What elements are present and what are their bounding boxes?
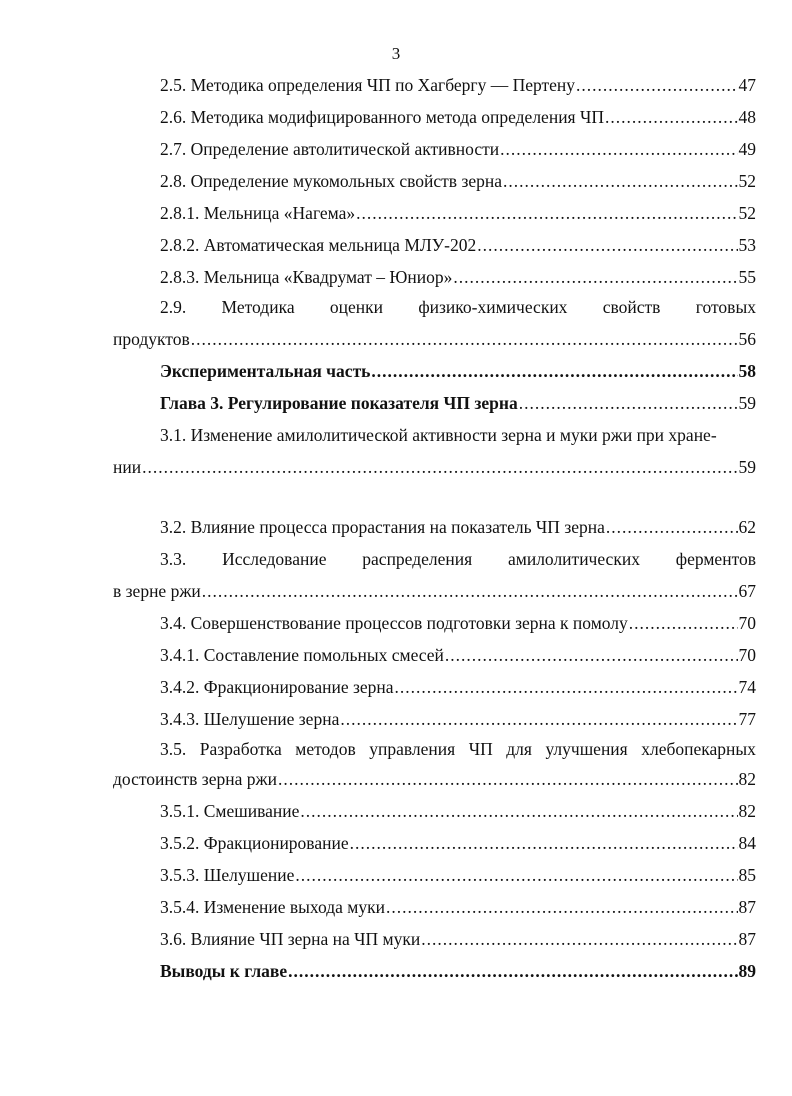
toc-entry-page: 52 [738,171,756,191]
dot-leader [278,768,738,790]
toc-entry [160,708,756,730]
toc-entry [113,580,756,602]
toc-entry-bold [160,360,756,382]
word: Разработка [199,739,282,759]
toc-entry [160,832,756,854]
dot-leader [350,832,738,854]
toc-entry [160,170,756,192]
toc-entry-text: 2.8.1. Мельница «Нагема» [160,203,356,223]
toc-entry-text: 2.8. Определение мукомольных свойств зерна [160,171,503,191]
toc-entry-text: продуктов [113,329,190,349]
toc-entry [160,612,756,634]
word: ЧП [468,739,493,759]
toc-entry-text: 2.6. Методика модифицированного метода определения ЧП [160,107,604,127]
toc-entry-page: 70 [738,645,756,665]
toc-entry-page: 59 [738,393,756,413]
toc-entry-text: 3.6. Влияние ЧП зерна на ЧП муки [160,929,421,949]
toc-entry [160,644,756,666]
dot-leader [356,202,737,224]
toc-entry-page: 87 [738,929,756,949]
toc-entry-page: 84 [738,833,756,853]
dot-leader [340,708,737,730]
dot-leader [503,170,737,192]
dot-leader [606,516,738,538]
toc-entry-page: 67 [738,581,756,601]
word: амилолитических [507,549,640,569]
toc-entry-text: 3.1. Изменение амилолитической активности зерна и муки ржи при хране- [160,425,717,445]
toc-entry [160,106,756,128]
toc-entry [160,138,756,160]
word: физико-химических [418,297,568,317]
dot-leader [576,74,737,96]
dot-leader [477,234,737,256]
dot-leader [605,106,738,128]
toc-entry-bold [160,960,756,982]
word: 3.5. [160,739,187,759]
toc-entry-page: 48 [738,107,756,127]
toc-entry-text: нии [113,457,142,477]
toc-entry [160,864,756,886]
dot-leader [142,456,737,478]
toc-entry-text: достоинств зерна ржи [113,769,277,789]
toc-entry-text: 3.5.3. Шелушение [160,865,295,885]
word: для [506,739,532,759]
dot-leader [519,392,738,414]
dot-leader [421,928,737,950]
dot-leader [295,864,737,886]
toc-entry [160,74,756,96]
toc-entry-first-line [160,548,756,570]
toc-entry-page: 49 [738,139,756,159]
toc-entry [160,676,756,698]
toc-entry-page: 74 [738,677,756,697]
dot-leader [300,800,737,822]
dot-leader [500,138,737,160]
toc-entry-chapter [160,392,756,414]
word: оценки [329,297,384,317]
word: 2.9. [160,297,187,317]
dot-leader [445,644,738,666]
toc-entry-text: 3.4. Совершенствование процессов подготовки зерна к помолу [160,613,628,633]
toc-entry-first-line [160,296,756,318]
toc-entry-first-line [160,738,756,760]
toc-entry [160,202,756,224]
toc-entry-text: в зерне ржи [113,581,201,601]
page-number: 3 [391,44,401,63]
toc-entry-page: 58 [738,361,756,381]
toc-entry-text: 2.8.3. Мельница «Квадрумат – Юниор» [160,267,453,287]
toc-entry-page: 85 [738,865,756,885]
toc-entry-text: Выводы к главе [160,961,288,981]
toc-entry-page: 82 [738,769,756,789]
toc-entry-page: 53 [738,235,756,255]
dot-leader [191,328,738,350]
toc-entry [160,928,756,950]
word: Исследование [222,549,327,569]
word: распределения [362,549,473,569]
toc-entry-page: 52 [738,203,756,223]
toc-entry-page: 55 [738,267,756,287]
toc-entry-text: 3.5.4. Изменение выхода муки [160,897,385,917]
toc-entry [160,516,756,538]
dot-leader [453,266,737,288]
toc-entry-text: 3.5.1. Смешивание [160,801,300,821]
word: управления [369,739,456,759]
toc-entry-page: 47 [738,75,756,95]
word: готовых [695,297,756,317]
toc-entry [160,896,756,918]
toc-entry-text: 2.7. Определение автолитической активности [160,139,500,159]
toc-entry [160,234,756,256]
toc-entry-text: Экспериментальная часть [160,361,371,381]
toc-entry-text: 3.5.2. Фракционирование [160,833,349,853]
word: улучшения [545,739,628,759]
word: методов [295,739,356,759]
toc-entry-page: 59 [738,457,756,477]
toc-entry-page: 70 [738,613,756,633]
toc-entry-page: 87 [738,897,756,917]
toc-entry-page: 82 [738,801,756,821]
toc-entry-page: 56 [738,329,756,349]
dot-leader [371,360,737,382]
dot-leader [202,580,738,602]
toc-entry-text: 3.2. Влияние процесса прорастания на показатель ЧП зерна [160,517,605,537]
toc-entry-first-line [160,424,756,446]
toc-entry-page: 77 [738,709,756,729]
toc-entry-page: 89 [738,961,756,981]
toc-entry [113,328,756,350]
word: свойств [602,297,661,317]
toc-entry-text: 2.8.2. Автоматическая мельница МЛУ-202 [160,235,477,255]
toc-entry [160,266,756,288]
toc-entry-text: Глава 3. Регулирование показателя ЧП зерна [160,393,518,413]
toc-entry-page: 62 [738,517,756,537]
toc-entry [160,800,756,822]
dot-leader [386,896,738,918]
toc-entry-text: 3.4.2. Фракционирование зерна [160,677,394,697]
word: хлебопекарных [641,739,756,759]
toc-entry-text: 2.5. Методика определения ЧП по Хагбергу — Пертену [160,75,576,95]
word: ферментов [675,549,756,569]
toc-entry [113,768,756,790]
dot-leader [395,676,738,698]
toc-entry-text: 3.4.3. Шелушение зерна [160,709,340,729]
toc-entry-text: 3.4.1. Составление помольных смесей [160,645,444,665]
word: Методика [221,297,295,317]
dot-leader [629,612,738,634]
dot-leader [288,960,737,982]
word: 3.3. [160,549,187,569]
toc-entry [113,456,756,478]
